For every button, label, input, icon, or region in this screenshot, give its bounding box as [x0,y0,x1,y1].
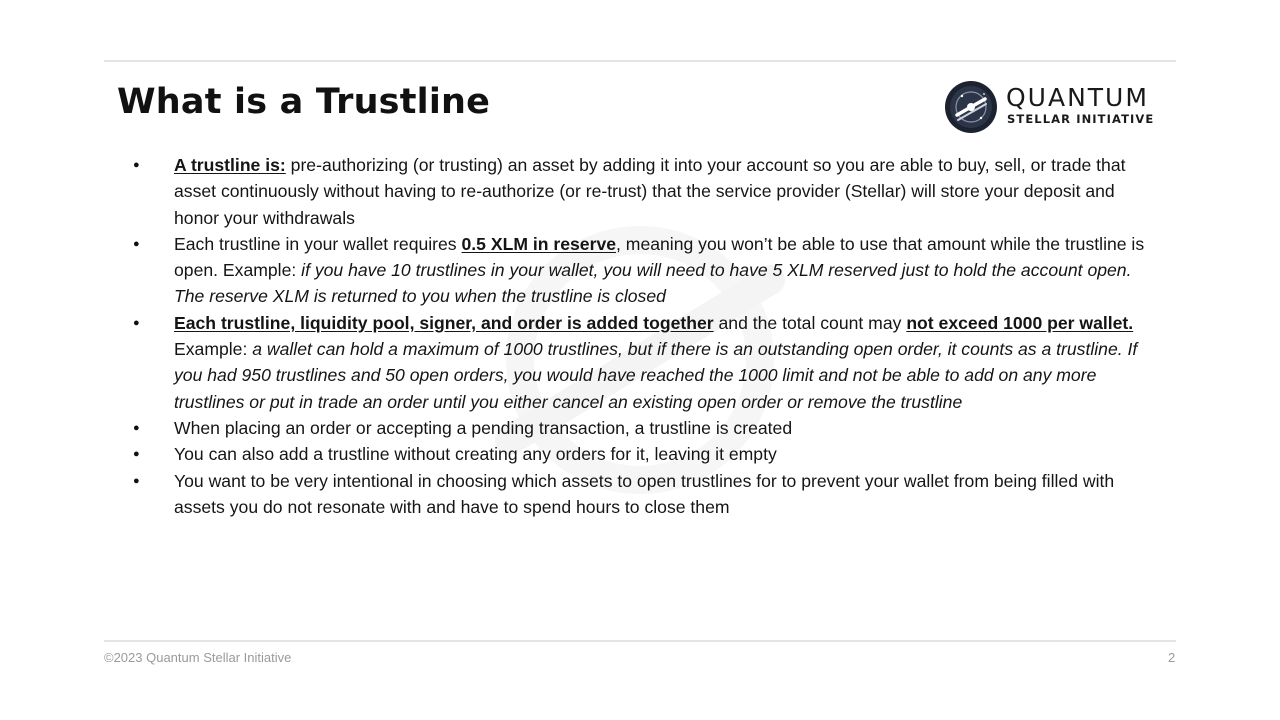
bullet-body-text: You want to be very intentional in choosing which assets to open trustlines for to prevent your wallet from being filled with assets you do not resonate with and have to spend hours to close them [174,470,1115,517]
bullet-example-text: if you have 10 trustlines in your wallet, you will need to have 5 XLM reserved just to hold the account open. The reserve XLM is returned to you when the trustline is closed [174,260,1132,307]
bullet-lead-text: A trustline is: [174,155,286,175]
footer-copyright: ©2023 Quantum Stellar Initiative [104,650,292,665]
bullet-body-text: , meaning you won’t be able to use that amount while the trustline is open. Example: [174,233,1145,281]
bullet-body-text: Each trustline in your wallet requires [174,233,462,254]
bullet-body-text: When placing an order or accepting a pending transaction, a trustline is created [174,417,793,438]
logo-wordmark: QUANTUM [1006,83,1149,112]
list-item [174,468,1154,521]
bullet-body-text: pre-authorizing (or trusting) an asset by adding it into your account so you are able to buy, sell, or trade that asset continuously without having to re-authorize (or re-trust) that the service provider (Stellar) will store your deposit and honor your withdrawals [174,155,1126,228]
bullet-body-text: Example: [174,339,253,360]
company-logo [944,80,1176,134]
bullet-body-text: You can also add a trustline without creating any orders for it, leaving it empty [174,444,777,465]
list-item [174,231,1154,310]
bullet-list [174,152,1154,520]
page-number: 2 [1168,650,1176,665]
list-item [174,152,1154,231]
list-item [174,441,1154,467]
logo-tagline: STELLAR INITIATIVE [1007,112,1155,126]
list-item [174,415,1154,441]
top-divider [104,60,1176,62]
bullet-emphasis-text: not exceed 1000 per wallet. [906,312,1134,333]
bottom-divider [104,640,1176,642]
bullet-emphasis-text: Each trustline, liquidity pool, signer, and order is added together [174,312,714,333]
quantum-stellar-emblem-icon [944,80,998,134]
bullet-emphasis-text: 0.5 XLM in reserve [461,233,617,254]
slide-title: What is a Trustline [117,82,491,122]
list-item [174,310,1154,415]
bullet-example-text: a wallet can hold a maximum of 1000 trustlines, but if there is an outstanding open order, it counts as a trustline. If you had 950 trustlines and 50 open orders, you would have reached the 1000 limit and not be able to add on any more trustlines or put in trade an order until you either cancel an existing open order or remove the trustline [174,339,1138,412]
bullet-body-text: and the total count may [713,312,907,333]
